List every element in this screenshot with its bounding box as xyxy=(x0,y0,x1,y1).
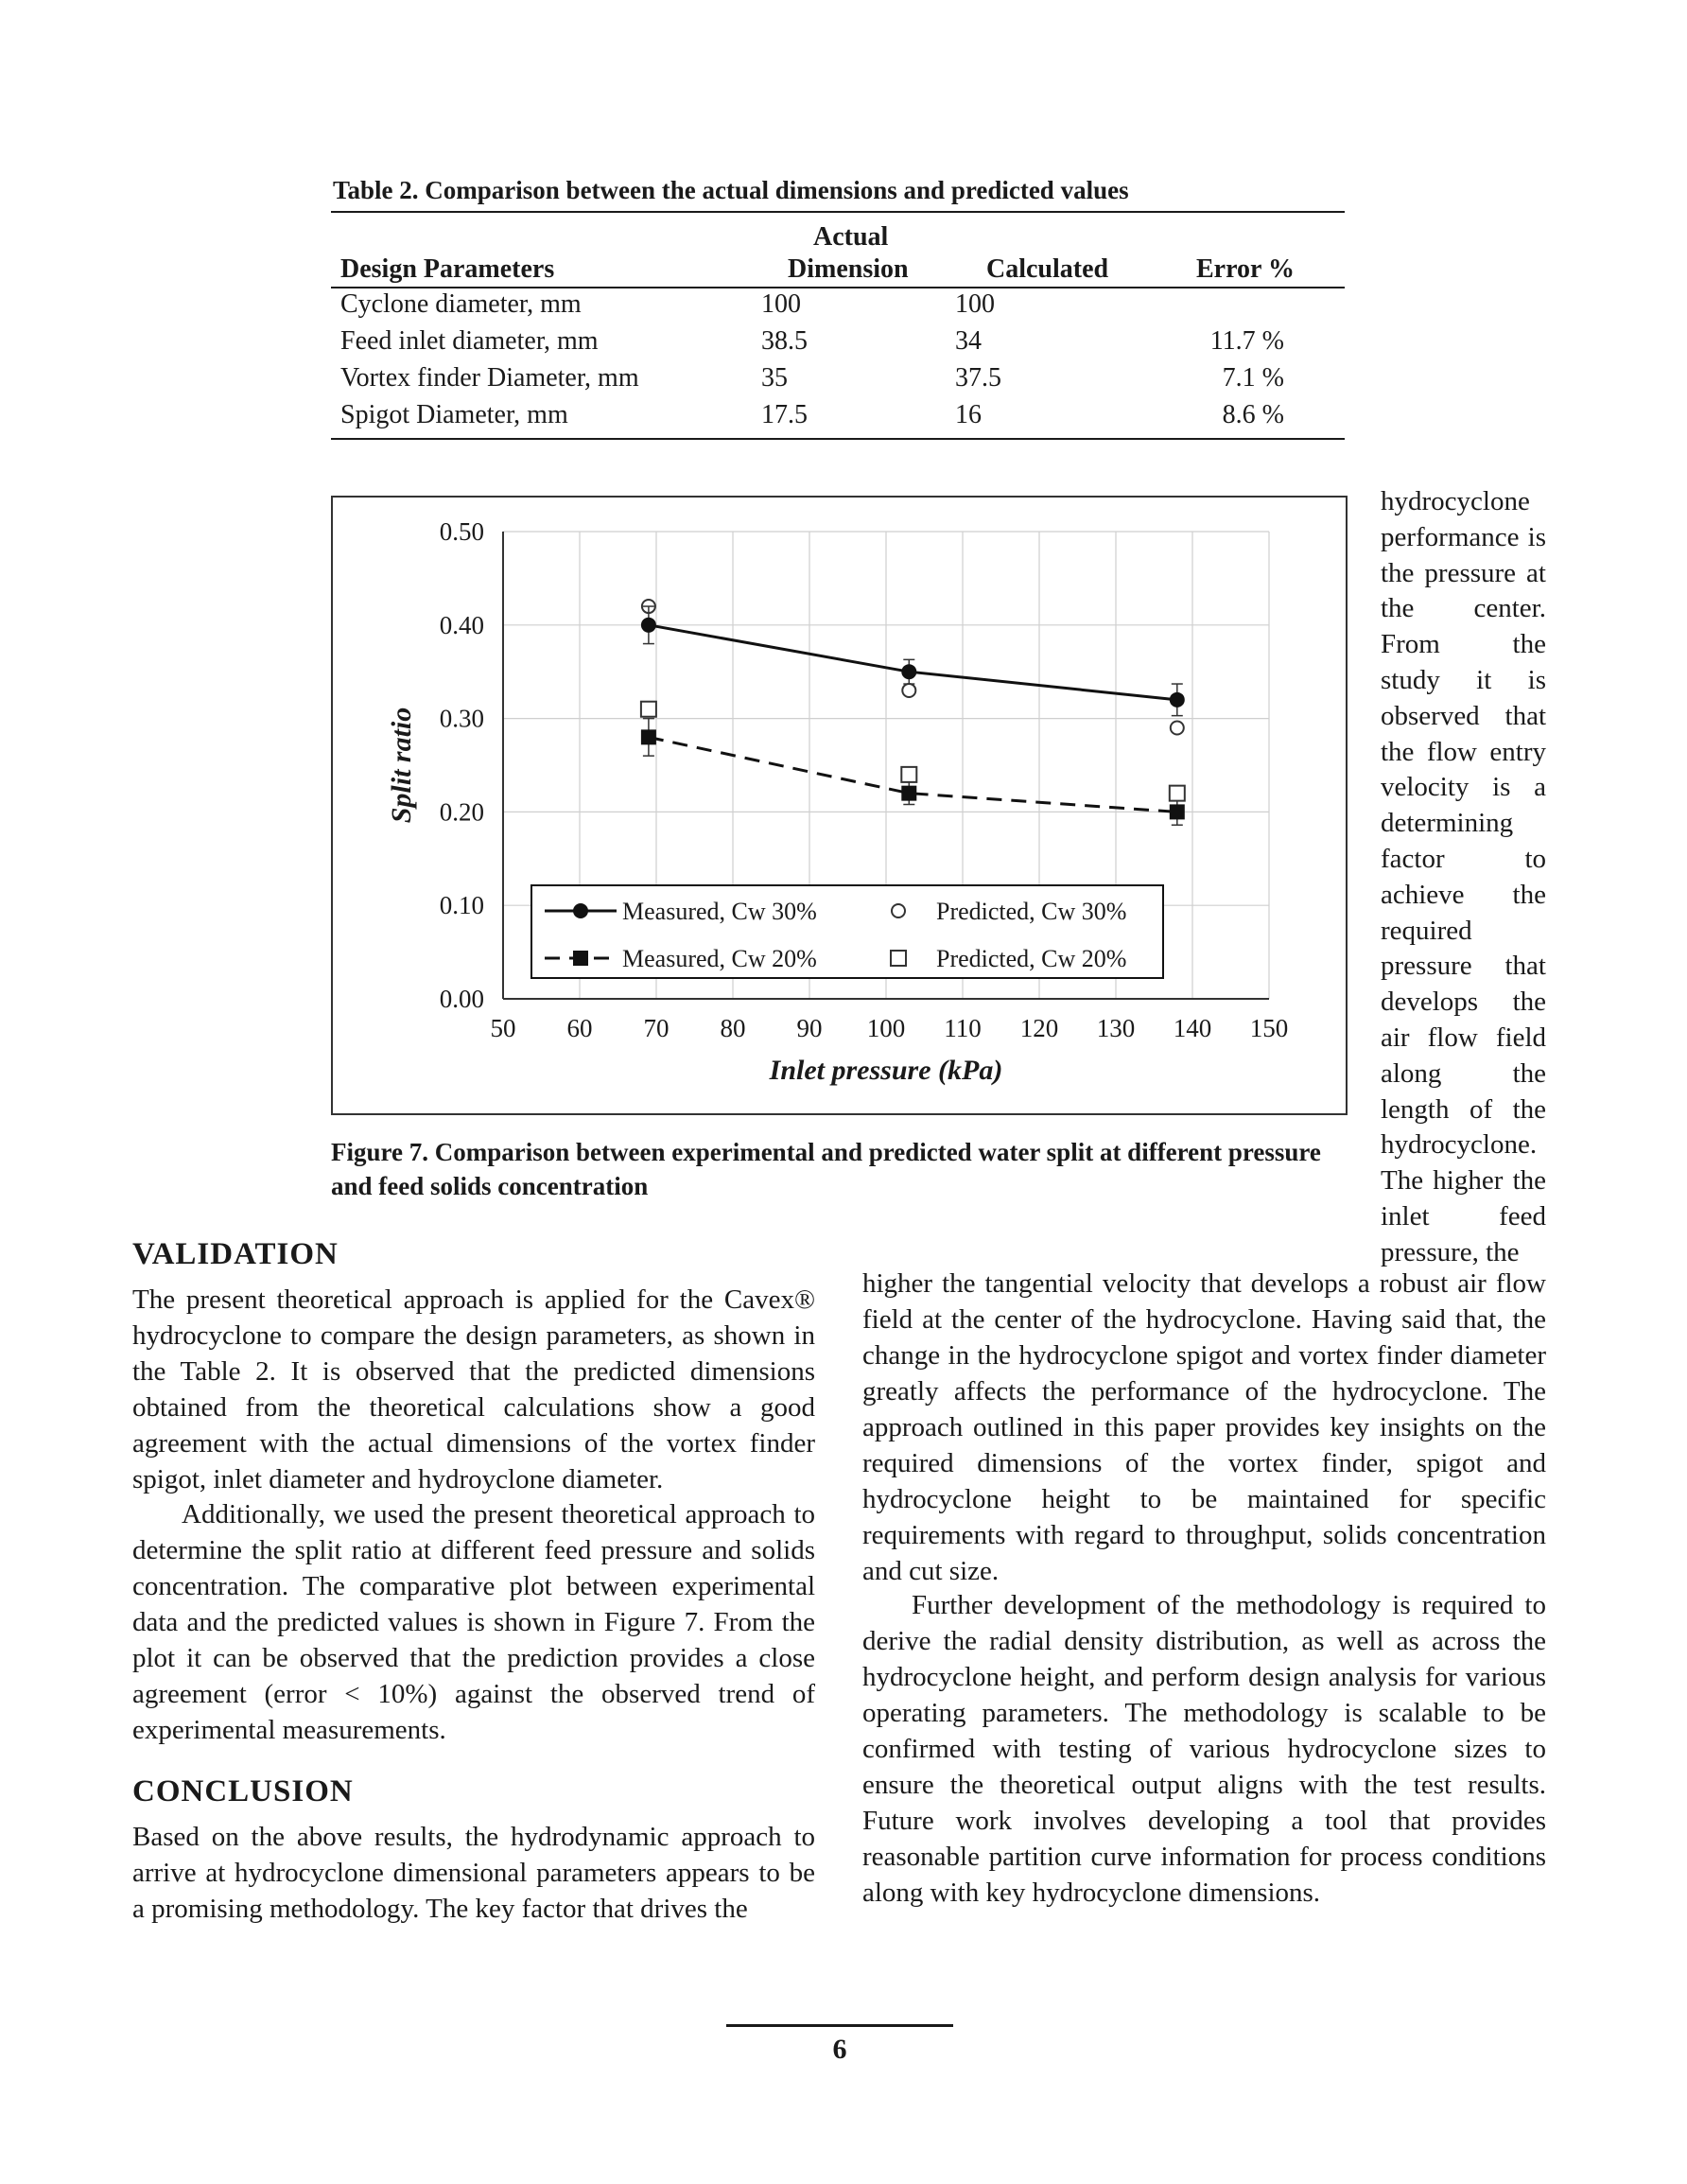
measured-cw-20-point xyxy=(1170,804,1185,819)
table-cell-error: 7.1 % xyxy=(1222,363,1284,393)
y-tick-label: 0.20 xyxy=(439,797,484,827)
table-caption: Table 2. Comparison between the actual dimensions and predicted values xyxy=(333,176,1129,204)
x-tick-label: 80 xyxy=(720,1014,746,1042)
y-axis-label: Split ratio xyxy=(386,707,417,824)
validation-heading: VALIDATION xyxy=(132,1237,339,1271)
measured-cw-30-point xyxy=(1170,692,1185,708)
predicted-cw-20-point xyxy=(1170,786,1185,801)
x-tick-label: 50 xyxy=(490,1014,516,1042)
header-actual-line2: Dimension xyxy=(788,254,909,284)
y-tick-label: 0.40 xyxy=(439,610,484,639)
table-top-rule xyxy=(331,211,1345,213)
table-cell-calculated: 37.5 xyxy=(955,363,1001,393)
legend-label: Measured, Cw 20% xyxy=(622,945,817,972)
conclusion-paragraph: Based on the above results, the hydrodynamic approach to arrive at hydrocyclone dimensional parameters appears to be a promising methodology. The key factor that drives the xyxy=(132,1822,815,1924)
right-narrow-text: hydrocyclone performance is the pressure at the center. From the study it is observed that the flow entry velocity is a determining factor to achieve the required pressure that develops the air flow field along the length of the hydrocyclone. The higher the inlet feed pressure, the xyxy=(1381,486,1546,1267)
measured-cw-20-point xyxy=(901,786,916,801)
page-number: 6 xyxy=(832,2034,847,2065)
header-calculated: Calculated xyxy=(986,254,1109,284)
predicted-cw-30-point xyxy=(1171,721,1184,734)
validation-paragraph-2: Additionally, we used the present theoretical approach to determine the split ratio at different feed pressure and solids concentration. The comparative plot between experimental data and the predicted values is shown in Figure 7. From the plot it can be observed that the prediction provides a close agreement (error < 10%) against the observed trend of experimental measurements. xyxy=(132,1499,815,1745)
table-cell-actual: 35 xyxy=(761,363,788,393)
predicted-cw-20-point xyxy=(901,767,916,782)
measured-cw-30-point xyxy=(641,618,656,633)
measured-cw-30-line xyxy=(649,625,1177,700)
x-tick-label: 110 xyxy=(944,1014,982,1042)
header-actual-line1: Actual xyxy=(813,222,889,252)
table-cell-actual: 100 xyxy=(761,289,801,319)
legend-label: Measured, Cw 30% xyxy=(622,898,817,925)
table-cell-error: 11.7 % xyxy=(1209,326,1284,356)
x-tick-label: 120 xyxy=(1019,1014,1059,1042)
validation-paragraph-1: The present theoretical approach is applied for the Cavex® hydrocyclone to compare the design parameters, as shown in the Table 2. It is observed that the predicted dimensions obtained from the theoretical calculations show a good agreement with the actual dimensions of the vortex finder spigot, inlet diameter and hydroyclone diameter. xyxy=(132,1284,815,1494)
measured-cw-30-point xyxy=(901,664,916,679)
y-tick-label: 0.10 xyxy=(439,891,484,920)
x-tick-label: 100 xyxy=(866,1014,906,1042)
legend-marker xyxy=(891,951,906,966)
legend-marker xyxy=(573,903,588,918)
predicted-cw-30-point xyxy=(902,684,915,697)
x-tick-label: 140 xyxy=(1173,1014,1212,1042)
page-number-rule xyxy=(726,2024,953,2027)
x-tick-label: 130 xyxy=(1096,1014,1136,1042)
legend-label: Predicted, Cw 30% xyxy=(936,898,1127,925)
x-tick-label: 90 xyxy=(796,1014,823,1042)
predicted-cw-20-point xyxy=(641,702,656,717)
table-cell-calculated: 34 xyxy=(955,326,982,356)
x-tick-label: 150 xyxy=(1249,1014,1289,1042)
x-tick-label: 60 xyxy=(566,1014,593,1042)
table-cell-calculated: 16 xyxy=(955,400,982,429)
y-tick-label: 0.00 xyxy=(439,985,484,1013)
x-tick-label: 70 xyxy=(643,1014,670,1042)
x-axis-label: Inlet pressure (kPa) xyxy=(769,1055,1003,1086)
split-ratio-chart xyxy=(333,498,1346,1113)
y-tick-label: 0.30 xyxy=(439,704,484,733)
table-cell-parameter: Vortex finder Diameter, mm xyxy=(340,363,639,393)
table-cell-actual: 17.5 xyxy=(761,400,808,429)
table-cell-parameter: Spigot Diameter, mm xyxy=(340,400,568,429)
measured-cw-20-point xyxy=(641,729,656,744)
header-design-parameters: Design Parameters xyxy=(340,254,555,284)
table-cell-actual: 38.5 xyxy=(761,326,808,356)
right-column-paragraph-2: Further development of the methodology is required to derive the radial density distribution, as well as across the hydrocyclone height, and perform design analysis for various operating parameters. The methodology is scalable to be confirmed with testing of various hydrocyclone sizes to ensure the theoretical output aligns with the test results. Future work involves developing a tool that provides reasonable partition curve information for process conditions along with key hydrocyclone dimensions. xyxy=(862,1590,1546,1908)
legend-marker xyxy=(573,951,588,966)
figure-caption: Figure 7. Comparison between experimental and predicted water split at different pressure and feed solids concentration xyxy=(331,1138,1321,1200)
legend-label: Predicted, Cw 20% xyxy=(936,945,1127,972)
y-tick-label: 0.50 xyxy=(439,517,484,546)
header-error: Error % xyxy=(1196,254,1295,284)
table-cell-calculated: 100 xyxy=(955,289,995,319)
right-column-paragraph-1: higher the tangential velocity that develops a robust air flow field at the center of the hydrocyclone. Having said that, the change in the hydrocyclone spigot and vortex finder diameter greatly affects the performance of the hydrocyclone. The approach outlined in this paper provides key insights on the required dimensions of the vortex finder, spigot and hydrocyclone height to be maintained for specific requirements with regard to throughput, solids concentration and cut size. xyxy=(862,1268,1546,1586)
table-bottom-rule xyxy=(331,438,1345,440)
table-cell-parameter: Cyclone diameter, mm xyxy=(340,289,582,319)
table-cell-error: 8.6 % xyxy=(1222,400,1284,429)
conclusion-heading: CONCLUSION xyxy=(132,1774,354,1808)
table-cell-parameter: Feed inlet diameter, mm xyxy=(340,326,599,356)
